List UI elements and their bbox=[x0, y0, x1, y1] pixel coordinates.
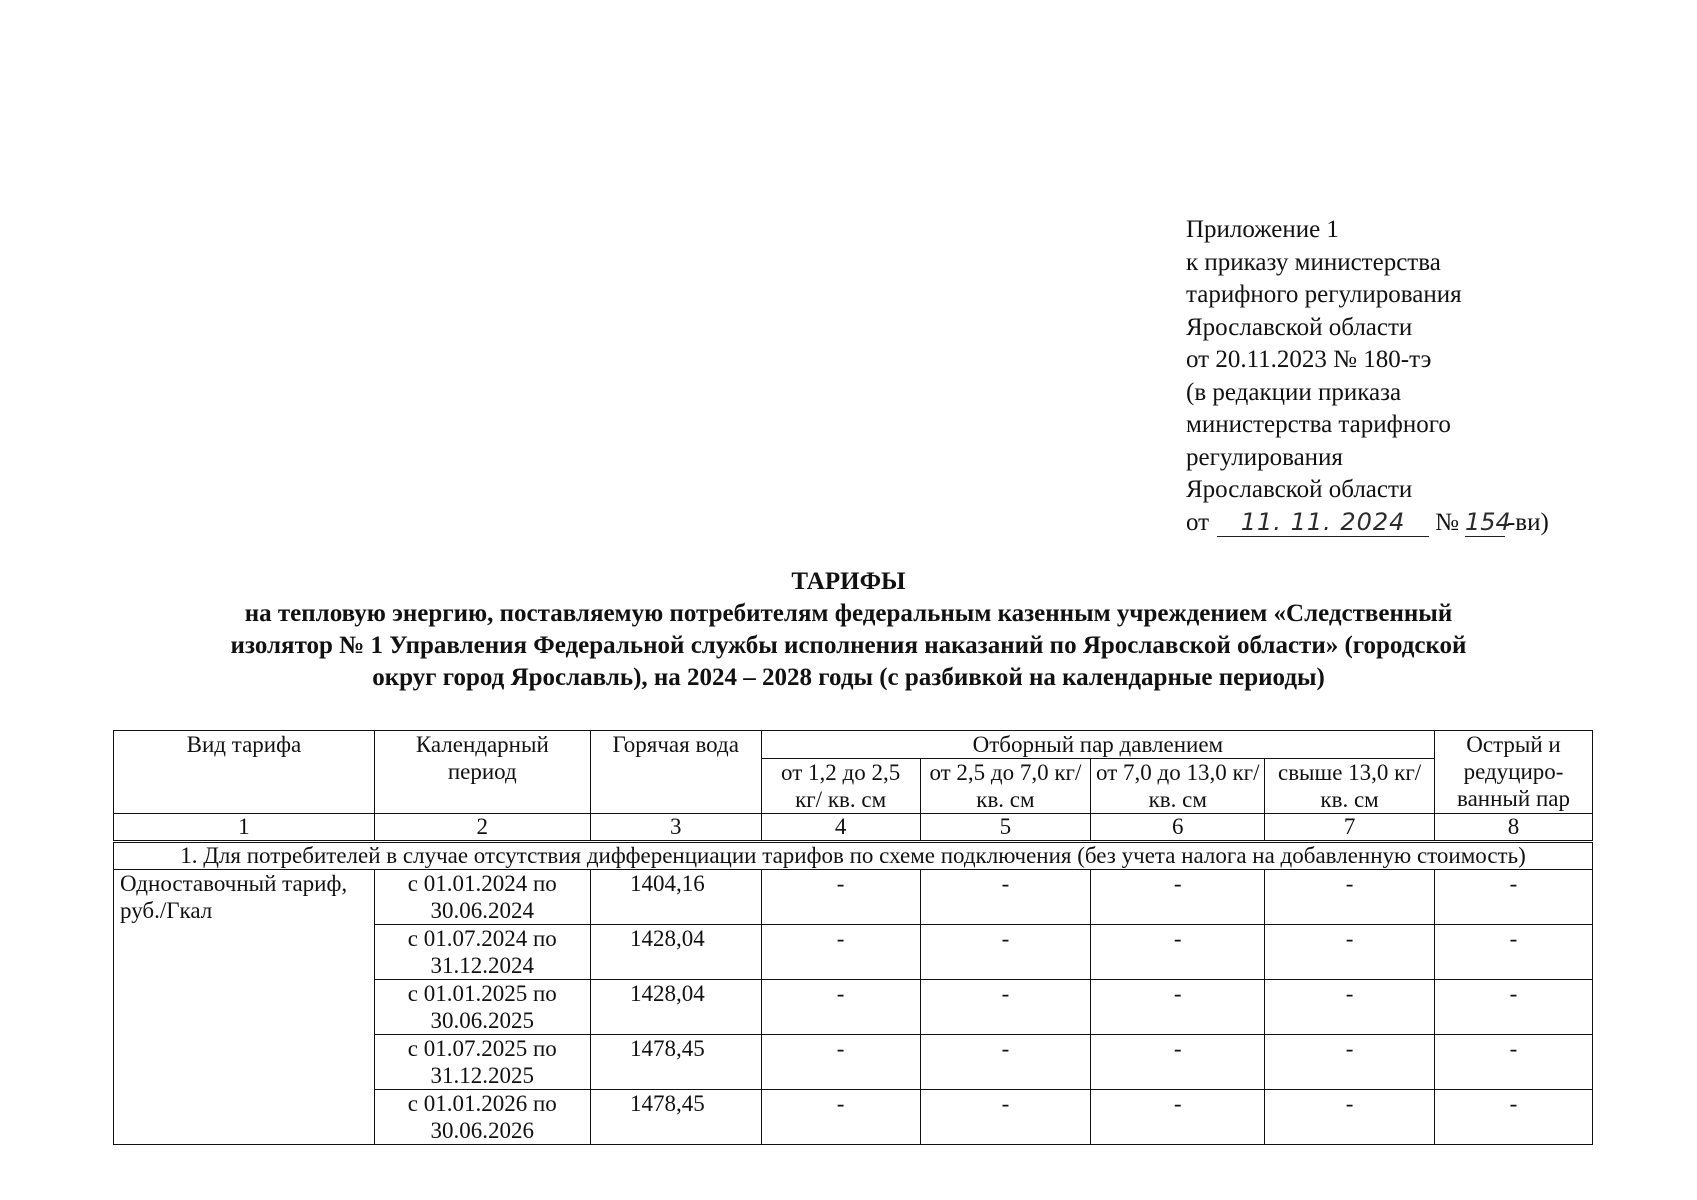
steam-3-cell: - bbox=[1091, 1035, 1265, 1090]
column-number: 6 bbox=[1091, 814, 1265, 842]
steam-1-cell: - bbox=[761, 870, 920, 925]
title-line: на тепловую энергию, поставляемую потребителям федеральным казенным учреждением «Следственный bbox=[244, 600, 1453, 627]
header-steam-1: от 1,2 до 2,5 кг/ кв. см bbox=[761, 759, 920, 814]
title-heading: ТАРИФЫ bbox=[791, 568, 906, 595]
tariff-type-cell: Одноставочный тариф, руб./Гкал bbox=[114, 870, 375, 1145]
steam-2-cell: - bbox=[920, 980, 1091, 1035]
period-cell: с 01.07.2025 по 31.12.2025 bbox=[374, 1035, 590, 1090]
appendix-line: к приказу министерства bbox=[1186, 248, 1441, 276]
sharp-steam-cell: - bbox=[1435, 1035, 1593, 1090]
column-number: 5 bbox=[920, 814, 1091, 842]
header-hot-water: Горячая вода bbox=[590, 731, 761, 814]
appendix-line: от 20.11.2023 № 180-тэ bbox=[1186, 346, 1432, 373]
sharp-steam-cell: - bbox=[1435, 870, 1593, 925]
period-cell: с 01.07.2024 по 31.12.2024 bbox=[374, 925, 590, 980]
appendix-line: регулирования bbox=[1186, 443, 1343, 471]
appendix-line: Приложение 1 bbox=[1186, 216, 1339, 243]
steam-2-cell: - bbox=[920, 925, 1091, 980]
sharp-steam-cell: - bbox=[1435, 1090, 1593, 1145]
steam-4-cell: - bbox=[1265, 925, 1435, 980]
appendix-line: министерства тарифного bbox=[1186, 411, 1451, 438]
title-line: округ город Ярославль), на 2024 – 2028 годы (с разбивкой на календарные периоды) bbox=[372, 664, 1325, 691]
column-number: 3 bbox=[590, 814, 761, 842]
table-row bbox=[114, 870, 1593, 925]
header-steam-group: Отборный пар давлением bbox=[761, 731, 1434, 759]
section-title: 1. Для потребителей в случае отсутствия дифференциации тарифов по схеме подключения (без учета налога на добавленную стоимость) bbox=[114, 842, 1593, 870]
header-row bbox=[114, 731, 1593, 759]
appendix-note bbox=[1186, 214, 1626, 539]
amendment-signature-line bbox=[1186, 507, 1626, 540]
column-number: 4 bbox=[761, 814, 920, 842]
column-number: 8 bbox=[1435, 814, 1593, 842]
title-line: изолятор № 1 Управления Федеральной службы исполнения наказаний по Ярославской области» (городской bbox=[230, 632, 1467, 659]
steam-2-cell: - bbox=[920, 1035, 1091, 1090]
hot-water-cell: 1478,45 bbox=[590, 1035, 761, 1090]
sign-prefix: от bbox=[1186, 508, 1210, 536]
handwritten-number: 154 bbox=[1464, 507, 1511, 536]
column-number: 7 bbox=[1265, 814, 1435, 842]
period-cell: с 01.01.2024 по 30.06.2024 bbox=[374, 870, 590, 925]
column-number: 2 bbox=[374, 814, 590, 842]
steam-2-cell: - bbox=[920, 1090, 1091, 1145]
header-steam-3: от 7,0 до 13,0 кг/ кв. см bbox=[1091, 759, 1265, 814]
sign-suffix: -ви) bbox=[1506, 508, 1549, 536]
steam-3-cell: - bbox=[1091, 870, 1265, 925]
document-title bbox=[0, 566, 1697, 694]
hot-water-cell: 1404,16 bbox=[590, 870, 761, 925]
steam-2-cell: - bbox=[920, 870, 1091, 925]
period-cell: с 01.01.2026 по 30.06.2026 bbox=[374, 1090, 590, 1145]
appendix-line: тарифного регулирования bbox=[1186, 281, 1462, 308]
steam-4-cell: - bbox=[1265, 1035, 1435, 1090]
appendix-line: Ярославской области bbox=[1186, 476, 1413, 503]
sharp-steam-cell: - bbox=[1435, 925, 1593, 980]
section-row bbox=[114, 842, 1593, 870]
steam-4-cell: - bbox=[1265, 870, 1435, 925]
steam-3-cell: - bbox=[1091, 980, 1265, 1035]
steam-1-cell: - bbox=[761, 925, 920, 980]
column-number-row bbox=[114, 814, 1593, 842]
header-sharp-steam: Острый и редуциро-ванный пар bbox=[1435, 731, 1593, 814]
sharp-steam-cell: - bbox=[1435, 980, 1593, 1035]
steam-1-cell: - bbox=[761, 980, 920, 1035]
steam-4-cell: - bbox=[1265, 1090, 1435, 1145]
header-steam-2: от 2,5 до 7,0 кг/ кв. см bbox=[920, 759, 1091, 814]
header-period: Календарный период bbox=[374, 731, 590, 814]
handwritten-date: 11. 11. 2024 bbox=[1217, 508, 1429, 537]
tariff-table bbox=[113, 730, 1593, 1145]
column-number: 1 bbox=[114, 814, 375, 842]
appendix-line: (в редакции приказа bbox=[1186, 378, 1402, 406]
hot-water-cell: 1428,04 bbox=[590, 980, 761, 1035]
hot-water-cell: 1478,45 bbox=[590, 1090, 761, 1145]
steam-1-cell: - bbox=[761, 1090, 920, 1145]
steam-3-cell: - bbox=[1091, 1090, 1265, 1145]
sign-number-label: № bbox=[1435, 508, 1459, 536]
steam-1-cell: - bbox=[761, 1035, 920, 1090]
header-type: Вид тарифа bbox=[114, 731, 375, 814]
appendix-line: Ярославской области bbox=[1186, 313, 1413, 341]
steam-4-cell: - bbox=[1265, 980, 1435, 1035]
header-steam-4: свыше 13,0 кг/ кв. см bbox=[1265, 759, 1435, 814]
steam-3-cell: - bbox=[1091, 925, 1265, 980]
hot-water-cell: 1428,04 bbox=[590, 925, 761, 980]
period-cell: с 01.01.2025 по 30.06.2025 bbox=[374, 980, 590, 1035]
